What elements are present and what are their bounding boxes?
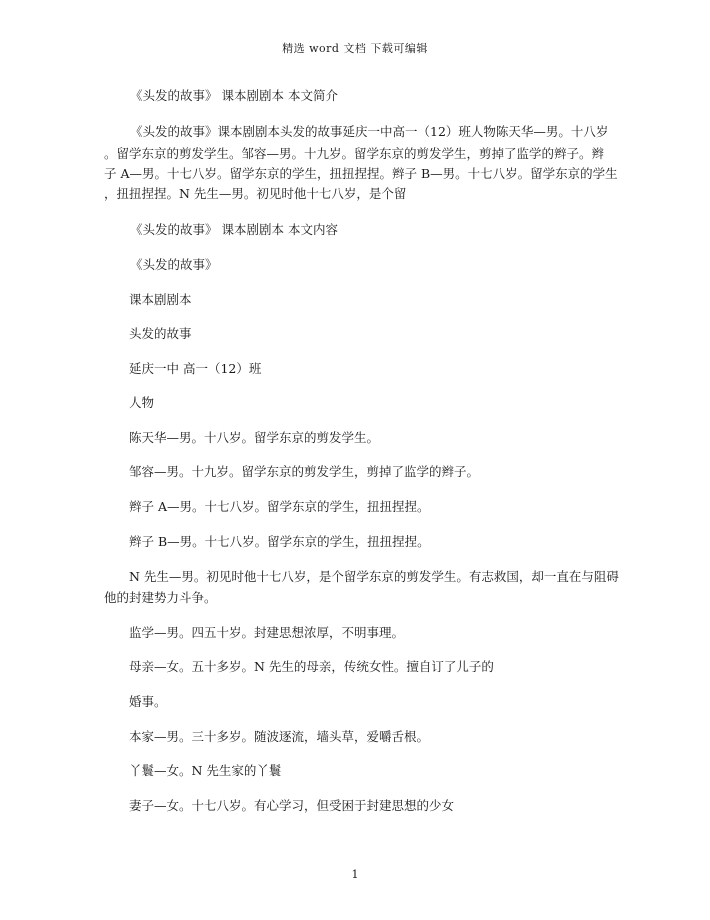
character-chen-tianhua: 陈天华—男。十八岁。留学东京的剪发学生。 — [129, 430, 380, 445]
character-mother-line-1: 母亲—女。五十多岁。N 先生的母亲，传统女性。擅自订了儿子的 — [129, 659, 494, 674]
character-braid-a: 辫子 A—男。十七八岁。留学东京的学生，扭扭捏捏。 — [129, 499, 430, 514]
character-braid-b: 辫子 B—男。十七八岁。留学东京的学生，扭扭捏捏。 — [129, 534, 430, 549]
intro-line-1: 《头发的故事》课本剧剧本头发的故事延庆一中高一（12）班人物陈天华—男。十八岁 — [130, 124, 609, 139]
play-title: 《头发的故事》 — [130, 257, 218, 272]
intro-line-3: 子 A—男。十七八岁。留学东京的学生，扭扭捏捏。辫子 B—男。十七八岁。留学东京的学生 — [104, 166, 618, 181]
content-heading: 《头发的故事》 课本剧剧本 本文内容 — [130, 222, 338, 237]
characters-label: 人物 — [129, 395, 155, 410]
character-wife: 妻子—女。十七八岁。有心学习，但受困于封建思想的少女 — [129, 798, 455, 813]
intro-line-2: 。留学东京的剪发学生。邹容—男。十九岁。留学东京的剪发学生，剪掉了监学的辫子。辫 — [104, 146, 605, 161]
character-mr-n-line-2: 他的封建势力斗争。 — [104, 590, 217, 605]
character-mother-line-2: 婚事。 — [129, 694, 167, 709]
character-zou-rong: 邹容—男。十九岁。留学东京的剪发学生，剪掉了监学的辫子。 — [129, 464, 480, 479]
intro-heading: 《头发的故事》 课本剧剧本 本文简介 — [130, 88, 338, 103]
character-maid: 丫鬟—女。N 先生家的丫鬟 — [129, 763, 282, 778]
character-relative: 本家—男。三十多岁。随波逐流，墙头草，爱嚼舌根。 — [129, 729, 430, 744]
page-number: 1 — [351, 868, 359, 881]
play-subtitle: 课本剧剧本 — [129, 292, 192, 307]
intro-line-4: ，扭扭捏捏。N 先生—男。初见时他十七八岁，是个留 — [104, 186, 407, 201]
character-mr-n-line-1: N 先生—男。初见时他十七八岁，是个留学东京的剪发学生。有志救国，却一直在与阻碍 — [129, 569, 619, 584]
story-title: 头发的故事 — [129, 326, 192, 341]
page-header: 精选 word 文档 下载可编辑 — [282, 42, 428, 55]
character-supervisor: 监学—男。四五十岁。封建思想浓厚，不明事理。 — [129, 625, 405, 640]
class-info: 延庆一中 高一（12）班 — [129, 361, 262, 376]
